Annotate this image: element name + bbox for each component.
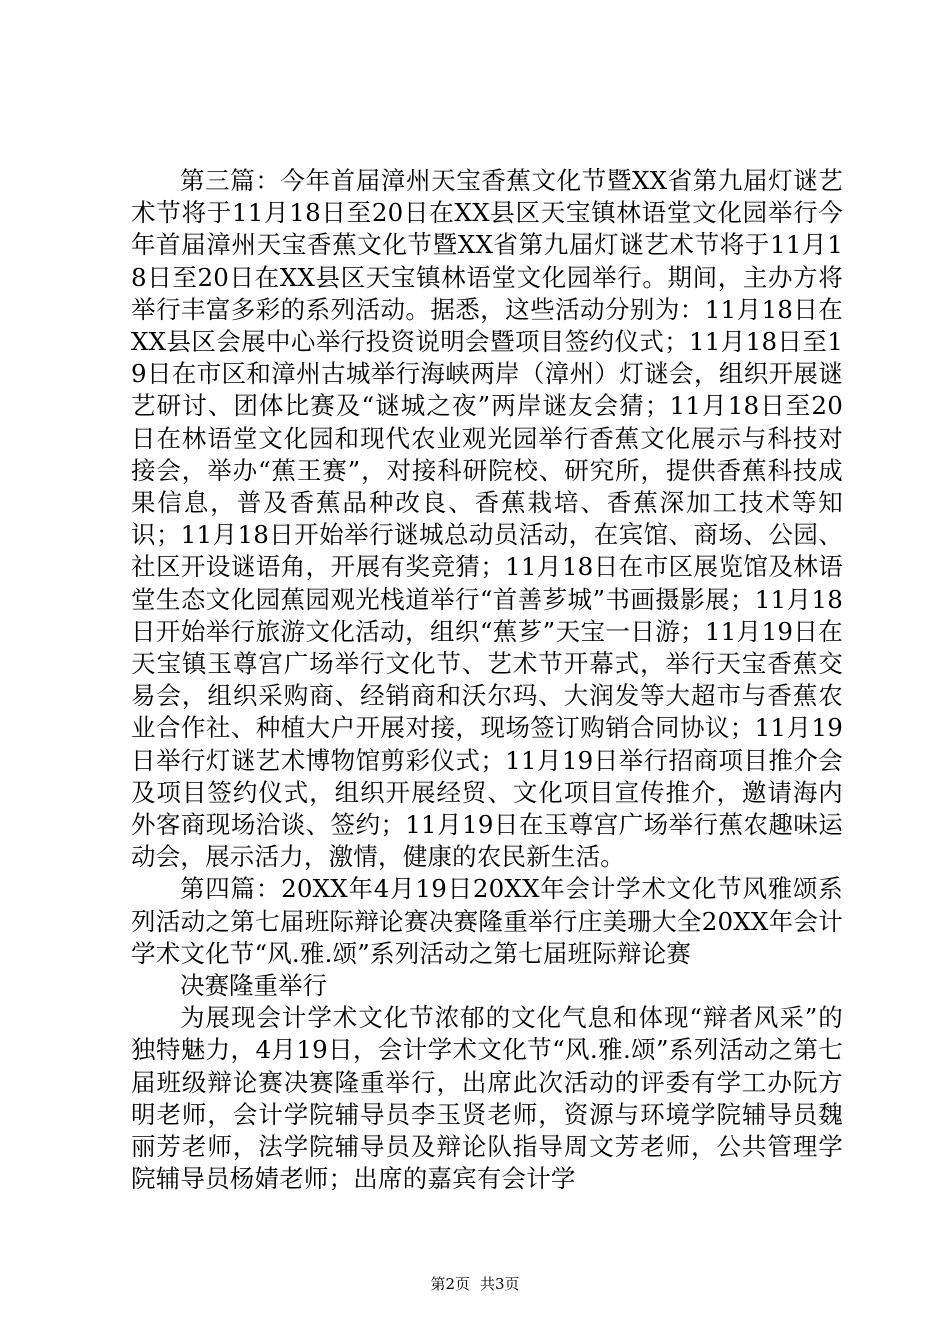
- paragraph-part-three: 第三篇：今年首届漳州天宝香蕉文化节暨XX省第九届灯谜艺术节将于11月18日至20日在XX县区天宝镇林语堂文化园举行今年首届漳州天宝香蕉文化节暨XX省第九届灯谜艺术节将于11月18日至20日在XX县区天宝镇林语堂文化园举行。期间，主办方将举行丰富多彩的系列活动。据悉，这些活动分别为：11月18日在XX县区会展中心举行投资说明会暨项目签约仪式；11月18日至19日在市区和漳州古城举行海峡两岸（漳州）灯谜会，组织开展谜艺研讨、团体比赛及“谜城之夜”两岸谜友会猜；11月18日至20日在林语堂文化园和现代农业观光园举行香蕉文化展示与科技对接会，举办“蕉王赛”，对接科研院校、研究所，提供香蕉科技成果信息，普及香蕉品种改良、香蕉栽培、香蕉深加工技术等知识；11月18日开始举行谜城总动员活动，在宾馆、商场、公园、社区开设谜语角，开展有奖竞猜；11月18日在市区展览馆及林语堂生态文化园蕉园观光栈道举行“首善芗城”书画摄影展；11月18日开始举行旅游文化活动，组织“蕉芗”天宝一日游；11月19日在天宝镇玉尊宫广场举行文化节、艺术节开幕式，举行天宝香蕉交易会，组织采购商、经销商和沃尔玛、大润发等大超市与香蕉农业合作社、种植大户开展对接，现场签订购销合同协议；11月19日举行灯谜艺术博物馆剪彩仪式；11月19日举行招商项目推介会及项目签约仪式，组织开展经贸、文化项目宣传推介，邀请海内外客商现场洽谈、签约；11月19日在玉尊宫广场举行蕉农趣味运动会，展示活力，激情，健康的农民新生活。: [131, 166, 843, 872]
- paragraph-part-four-heading: 第四篇：20XX年4月19日20XX年会计学术文化节风雅颂系列活动之第七届班际辩论赛决赛隆重举行庄美珊大全20XX年会计学术文化节“风.雅.颂”系列活动之第七届班际辩论赛: [131, 874, 843, 968]
- page-footer: [0, 1274, 950, 1294]
- paragraph-debate-report: 为展现会计学术文化节浓郁的文化气息和体现“辩者风采”的独特魅力，4月19日，会计学术文化节“风.雅.颂”系列活动之第七届班级辩论赛决赛隆重举行，出席此次活动的评委有学工办阮方明老师，会计学院辅导员李玉贤老师，资源与环境学院辅导员魏丽芳老师，法学院辅导员及辩论队指导周文芳老师，公共管理学院辅导员杨婧老师；出席的嘉宾有会计学: [131, 1003, 843, 1194]
- page-total: 共3页: [480, 1275, 520, 1293]
- page-number: 第2页: [430, 1275, 470, 1293]
- document-body: [131, 165, 843, 1196]
- paragraph-part-four-heading-continuation: 决赛隆重举行: [180, 971, 327, 1001]
